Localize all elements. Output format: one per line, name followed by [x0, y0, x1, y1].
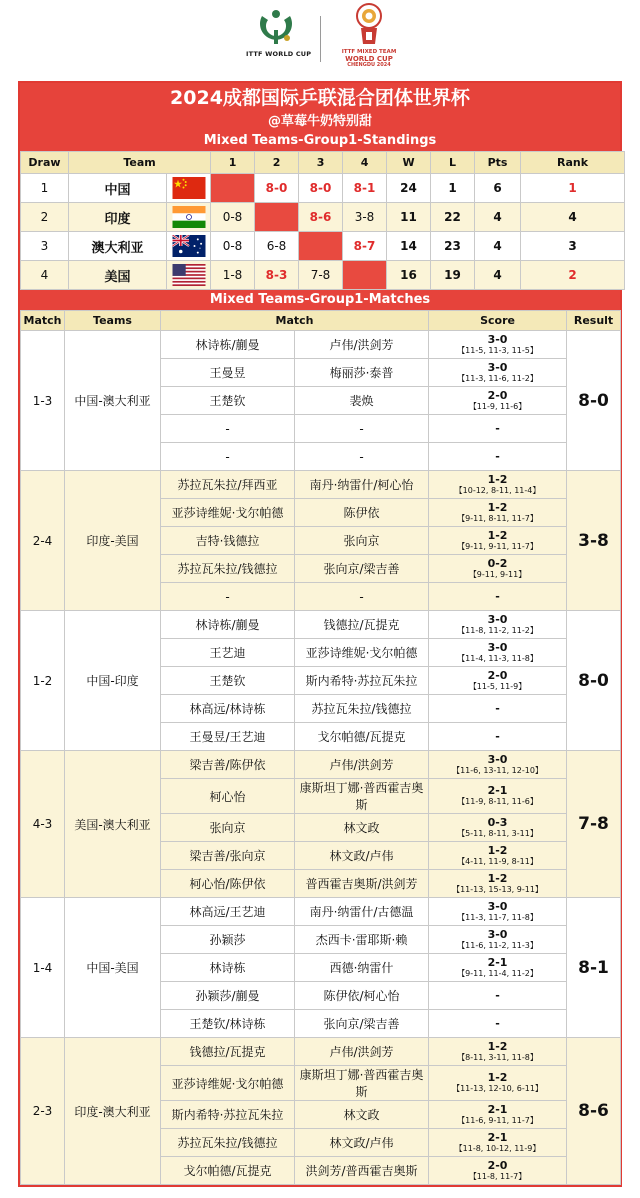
result-cell: 0-8 [211, 203, 255, 232]
score-cell [429, 1066, 567, 1101]
draw-number: 3 [21, 232, 69, 261]
col-l: L [431, 152, 475, 174]
score-cell [429, 639, 567, 667]
result-cell: 8-0 [255, 174, 299, 203]
tie-result: 3-8 [567, 471, 621, 611]
match-id: 1-2 [21, 611, 65, 751]
rank-cell: 1 [521, 174, 625, 203]
score-value: 2-0 [487, 668, 508, 682]
score-cell [429, 982, 567, 1010]
player-right: 洪剑芳/普西霍吉奥斯 [295, 1157, 429, 1185]
col-draw: Draw [21, 152, 69, 174]
self-cell [211, 174, 255, 203]
score-value: 2-1 [487, 955, 508, 969]
standings-table [20, 151, 625, 290]
result-cell: 8-0 [299, 174, 343, 203]
col-pts: Pts [475, 152, 521, 174]
score-value: - [495, 1016, 500, 1030]
col-score: Score [429, 311, 567, 331]
player-right: 卢伟/洪剑芳 [295, 751, 429, 779]
standings-row [21, 232, 625, 261]
paddle-ball-icon [256, 8, 296, 48]
player-left: 孙颖莎 [161, 926, 295, 954]
standings-row [21, 261, 625, 290]
chengdu-caption: CHENGDU 2024 [347, 62, 391, 69]
game-scores: 【5-11, 8-11, 3-11】 [457, 828, 538, 838]
player-left: 王曼昱/王艺迪 [161, 723, 295, 751]
score-cell [429, 471, 567, 499]
game-scores: 【11-6, 11-2, 11-3】 [457, 940, 538, 950]
player-right: 西德·纳雷什 [295, 954, 429, 982]
tie-result: 7-8 [567, 751, 621, 898]
player-left: 苏拉瓦朱拉/拜西亚 [161, 471, 295, 499]
score-value: 2-0 [487, 388, 508, 402]
logo-divider [320, 16, 321, 62]
match-id: 2-3 [21, 1038, 65, 1185]
wins-cell: 11 [387, 203, 431, 232]
wins-cell: 24 [387, 174, 431, 203]
score-cell [429, 583, 567, 611]
player-left: 林诗栋/蒯曼 [161, 611, 295, 639]
game-scores: 【11-5, 11-3, 11-5】 [457, 345, 538, 355]
player-right: 戈尔帕德/瓦提克 [295, 723, 429, 751]
team-name: 中国 [69, 174, 167, 203]
flag-cn-icon [167, 174, 211, 203]
game-scores: 【11-6, 9-11, 11-7】 [457, 1115, 538, 1125]
rank-cell: 4 [521, 203, 625, 232]
player-left: - [161, 443, 295, 471]
match-teams: 印度-美国 [65, 471, 161, 611]
ittf-world-cup-logo [246, 8, 312, 70]
player-right: 苏拉瓦朱拉/钱德拉 [295, 695, 429, 723]
ittf-world-cup-caption: ITTF WORLD CUP [246, 50, 312, 58]
match-teams: 中国-印度 [65, 611, 161, 751]
game-scores: 【11-9, 8-11, 11-6】 [457, 797, 538, 806]
losses-cell: 22 [431, 203, 475, 232]
match-id: 2-4 [21, 471, 65, 611]
draw-number: 4 [21, 261, 69, 290]
page-subtitle: @草莓牛奶特别甜 [267, 114, 372, 129]
score-cell [429, 751, 567, 779]
score-value: 1-2 [487, 500, 508, 514]
score-cell [429, 814, 567, 842]
self-cell [299, 232, 343, 261]
player-left: 王曼昱 [161, 359, 295, 387]
player-right: 张向京/梁吉善 [295, 555, 429, 583]
score-value: 1-2 [487, 528, 508, 542]
score-value: 2-1 [487, 784, 508, 797]
score-value: 3-0 [487, 899, 508, 913]
score-value: 1-2 [487, 871, 508, 885]
score-value: 3-0 [487, 752, 508, 766]
player-right: 梅丽莎·泰普 [295, 359, 429, 387]
panda-emblem-icon [336, 2, 402, 50]
losses-cell: 19 [431, 261, 475, 290]
game-scores: 【9-11, 8-11, 11-7】 [457, 513, 538, 523]
mixed-team-caption: ITTF MIXED TEAM [341, 49, 397, 55]
flag-in-icon [167, 203, 211, 232]
standings-header-row [21, 152, 625, 174]
game-scores: 【10-12, 8-11, 11-4】 [454, 485, 541, 495]
player-right: 裴焕 [295, 387, 429, 415]
standings-section-title: Mixed Teams-Group1-Standings [20, 131, 620, 151]
points-cell: 6 [475, 174, 521, 203]
result-cell: 1-8 [211, 261, 255, 290]
match-row [21, 898, 621, 926]
score-value: 0-2 [487, 556, 508, 570]
col-w: W [387, 152, 431, 174]
player-left: 苏拉瓦朱拉/钱德拉 [161, 1129, 295, 1157]
draw-number: 2 [21, 203, 69, 232]
standings-row [21, 203, 625, 232]
game-scores: 【9-11, 9-11, 11-7】 [457, 541, 538, 551]
score-cell [429, 555, 567, 583]
player-right: 杰西卡·雷耶斯·赖 [295, 926, 429, 954]
score-cell [429, 527, 567, 555]
player-right: 康斯坦丁娜·普西霍吉奥斯 [295, 1066, 429, 1101]
match-row [21, 751, 621, 779]
match-teams: 印度-澳大利亚 [65, 1038, 161, 1185]
score-cell [429, 695, 567, 723]
score-value: 1-2 [487, 1039, 508, 1053]
col-teams: Teams [65, 311, 161, 331]
player-right: 林文政/卢伟 [295, 842, 429, 870]
score-value: 3-0 [487, 927, 508, 941]
score-value: 1-2 [487, 1071, 508, 1084]
game-scores: 【11-3, 11-7, 11-8】 [457, 912, 538, 922]
self-cell [255, 203, 299, 232]
player-left: 柯心怡/陈伊依 [161, 870, 295, 898]
tie-result: 8-1 [567, 898, 621, 1038]
player-left: 王楚钦 [161, 387, 295, 415]
score-value: - [495, 589, 500, 603]
points-cell: 4 [475, 203, 521, 232]
player-left: 王楚钦 [161, 667, 295, 695]
score-cell [429, 926, 567, 954]
matches-header-row [21, 311, 621, 331]
score-value: 0-3 [487, 815, 508, 829]
player-left: 亚莎诗维妮·戈尔帕德 [161, 499, 295, 527]
player-left: 苏拉瓦朱拉/钱德拉 [161, 555, 295, 583]
match-row [21, 611, 621, 639]
player-left: - [161, 583, 295, 611]
player-right: 张向京/梁吉善 [295, 1010, 429, 1038]
score-cell [429, 387, 567, 415]
standings-row [21, 174, 625, 203]
rank-cell: 2 [521, 261, 625, 290]
game-scores: 【11-6, 13-11, 12-10】 [452, 765, 543, 775]
col-4: 4 [343, 152, 387, 174]
game-scores: 【11-4, 11-3, 11-8】 [457, 653, 538, 663]
points-cell: 4 [475, 232, 521, 261]
col-match-id: Match [21, 311, 65, 331]
result-cell: 3-8 [343, 203, 387, 232]
world-cup-caption: WORLD CUP [345, 54, 393, 63]
logo-bar [0, 0, 640, 80]
score-cell [429, 1010, 567, 1038]
team-name: 美国 [69, 261, 167, 290]
wins-cell: 14 [387, 232, 431, 261]
player-right: - [295, 583, 429, 611]
results-sheet [18, 81, 622, 1187]
player-right: 康斯坦丁娜·普西霍吉奥斯 [295, 779, 429, 814]
game-scores: 【11-3, 11-6, 11-2】 [457, 373, 538, 383]
score-cell [429, 1157, 567, 1185]
match-teams: 美国-澳大利亚 [65, 751, 161, 898]
matches-section-title: Mixed Teams-Group1-Matches [20, 290, 620, 310]
matches-table [20, 310, 621, 1185]
player-right: 林文政 [295, 814, 429, 842]
tie-result: 8-0 [567, 331, 621, 471]
player-right: 林文政 [295, 1101, 429, 1129]
score-value: 2-0 [487, 1158, 508, 1172]
player-right: - [295, 443, 429, 471]
score-cell [429, 667, 567, 695]
score-value: - [495, 701, 500, 715]
game-scores: 【8-11, 3-11, 11-8】 [457, 1052, 538, 1062]
player-left: 孙颖莎/蒯曼 [161, 982, 295, 1010]
match-teams: 中国-澳大利亚 [65, 331, 161, 471]
score-cell [429, 1101, 567, 1129]
score-cell [429, 499, 567, 527]
result-cell: 8-3 [255, 261, 299, 290]
points-cell: 4 [475, 261, 521, 290]
player-right: 亚莎诗维妮·戈尔帕德 [295, 639, 429, 667]
score-value: - [495, 421, 500, 435]
score-value: 1-2 [487, 843, 508, 857]
player-left: 王艺迪 [161, 639, 295, 667]
score-cell [429, 870, 567, 898]
result-cell: 8-1 [343, 174, 387, 203]
result-cell: 6-8 [255, 232, 299, 261]
result-cell: 7-8 [299, 261, 343, 290]
score-cell [429, 1038, 567, 1066]
flag-au-icon [167, 232, 211, 261]
losses-cell: 23 [431, 232, 475, 261]
player-right: 陈伊依/柯心怡 [295, 982, 429, 1010]
match-id: 1-3 [21, 331, 65, 471]
col-match: Match [161, 311, 429, 331]
player-left: 林高远/林诗栋 [161, 695, 295, 723]
match-id: 4-3 [21, 751, 65, 898]
score-value: 3-0 [487, 332, 508, 346]
player-left: 林高远/王艺迪 [161, 898, 295, 926]
score-value: 1-2 [487, 472, 508, 486]
player-left: - [161, 415, 295, 443]
score-cell [429, 954, 567, 982]
result-cell: 0-8 [211, 232, 255, 261]
mixed-team-world-cup-logo [336, 2, 402, 80]
score-cell [429, 898, 567, 926]
team-name: 澳大利亚 [69, 232, 167, 261]
player-left: 梁吉善/陈伊依 [161, 751, 295, 779]
rank-cell: 3 [521, 232, 625, 261]
game-scores: 【11-9, 11-6】 [468, 401, 527, 411]
score-cell [429, 443, 567, 471]
player-left: 吉特·钱德拉 [161, 527, 295, 555]
player-right: 钱德拉/瓦提克 [295, 611, 429, 639]
player-right: 斯内希特·苏拉瓦朱拉 [295, 667, 429, 695]
score-cell [429, 723, 567, 751]
player-right: 卢伟/洪剑芳 [295, 1038, 429, 1066]
player-left: 王楚钦/林诗栋 [161, 1010, 295, 1038]
score-value: - [495, 729, 500, 743]
col-1: 1 [211, 152, 255, 174]
score-value: 3-0 [487, 360, 508, 374]
player-right: 卢伟/洪剑芳 [295, 331, 429, 359]
player-left: 斯内希特·苏拉瓦朱拉 [161, 1101, 295, 1129]
score-cell [429, 415, 567, 443]
col-team: Team [69, 152, 211, 174]
score-cell [429, 331, 567, 359]
score-cell [429, 611, 567, 639]
match-teams: 中国-美国 [65, 898, 161, 1038]
score-value: - [495, 449, 500, 463]
self-cell [343, 261, 387, 290]
game-scores: 【11-8, 11-2, 11-2】 [457, 625, 538, 635]
player-left: 亚莎诗维妮·戈尔帕德 [161, 1066, 295, 1101]
game-scores: 【11-13, 15-13, 9-11】 [452, 884, 543, 894]
game-scores: 【4-11, 11-9, 8-11】 [457, 856, 538, 866]
header-banner [20, 83, 620, 131]
score-cell [429, 1129, 567, 1157]
score-value: 3-0 [487, 612, 508, 626]
score-value: 2-1 [487, 1130, 508, 1144]
losses-cell: 1 [431, 174, 475, 203]
page-title: 2024成都国际乒联混合团体世界杯 [170, 87, 470, 109]
player-right: 南丹·纳雷什/柯心怡 [295, 471, 429, 499]
match-row [21, 471, 621, 499]
game-scores: 【9-11, 11-4, 11-2】 [457, 968, 538, 978]
game-scores: 【9-11, 9-11】 [468, 569, 527, 579]
score-value: 3-0 [487, 640, 508, 654]
match-id: 1-4 [21, 898, 65, 1038]
player-right: 张向京 [295, 527, 429, 555]
col-3: 3 [299, 152, 343, 174]
player-left: 林诗栋/蒯曼 [161, 331, 295, 359]
result-cell: 8-7 [343, 232, 387, 261]
col-result: Result [567, 311, 621, 331]
player-right: 普西霍吉奥斯/洪剑芳 [295, 870, 429, 898]
game-scores: 【11-5, 11-9】 [468, 681, 527, 691]
score-cell [429, 359, 567, 387]
flag-us-icon [167, 261, 211, 290]
score-value: 2-1 [487, 1102, 508, 1116]
team-name: 印度 [69, 203, 167, 232]
player-right: 林文政/卢伟 [295, 1129, 429, 1157]
col-2: 2 [255, 152, 299, 174]
draw-number: 1 [21, 174, 69, 203]
player-right: 南丹·纳雷什/古德温 [295, 898, 429, 926]
player-left: 钱德拉/瓦提克 [161, 1038, 295, 1066]
player-left: 梁吉善/张向京 [161, 842, 295, 870]
col-rank: Rank [521, 152, 625, 174]
result-cell: 8-6 [299, 203, 343, 232]
score-cell [429, 779, 567, 814]
match-row [21, 331, 621, 359]
tie-result: 8-6 [567, 1038, 621, 1185]
match-row [21, 1038, 621, 1066]
player-left: 戈尔帕德/瓦提克 [161, 1157, 295, 1185]
game-scores: 【11-13, 12-10, 6-11】 [452, 1084, 543, 1093]
score-value: - [495, 988, 500, 1002]
player-left: 林诗栋 [161, 954, 295, 982]
player-right: - [295, 415, 429, 443]
game-scores: 【11-8, 10-12, 11-9】 [454, 1143, 541, 1153]
player-left: 张向京 [161, 814, 295, 842]
score-cell [429, 842, 567, 870]
game-scores: 【11-8, 11-7】 [468, 1171, 527, 1181]
tie-result: 8-0 [567, 611, 621, 751]
wins-cell: 16 [387, 261, 431, 290]
player-right: 陈伊依 [295, 499, 429, 527]
player-left: 柯心怡 [161, 779, 295, 814]
